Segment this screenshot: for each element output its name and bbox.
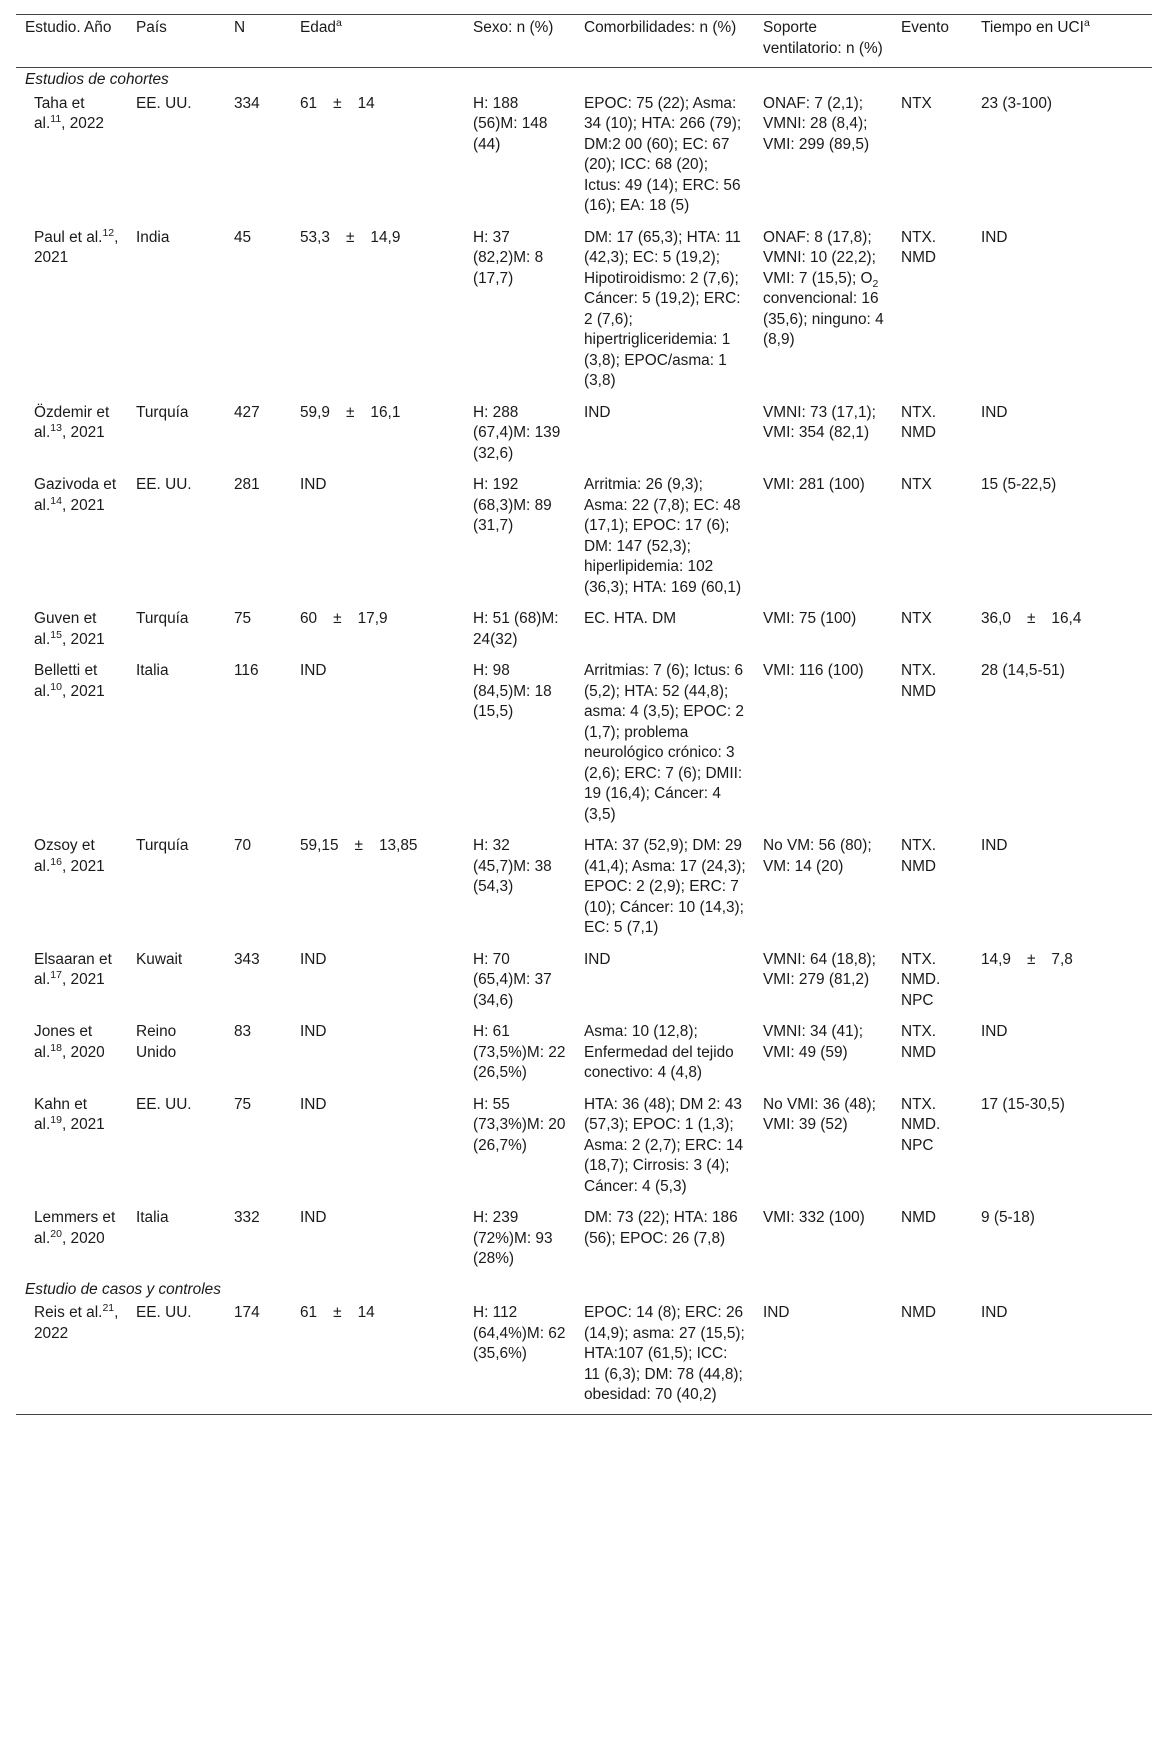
header-study: Estudio. Año [25, 19, 112, 36]
country-cell: Kuwait [136, 950, 183, 968]
age-cell: IND [300, 662, 327, 679]
sex-cell: H: 70 (65,4)M: 37 (34,6) [473, 950, 552, 1009]
country-cell: India [136, 228, 170, 246]
header-country: País [136, 19, 167, 36]
study-cell: Elsaaran et al.$^{17}$, 2021 [34, 950, 112, 988]
table-row [16, 606, 1152, 658]
ventilatory-cell: VMI: 75 (100) [763, 610, 857, 627]
header-n: N [234, 19, 246, 36]
case-control-group [16, 1278, 1152, 1415]
study-cell: Reis et al.$^{21}$, 2022 [34, 1302, 119, 1342]
table-row [16, 1019, 1152, 1092]
study-cell: Lemmers et al.$^{20}$, 2020 [34, 1209, 116, 1247]
event-cell: NTX. NMD [901, 1023, 937, 1061]
event-cell: NMD [901, 1209, 937, 1226]
sex-cell: H: 51 (68)M: 24(32) [473, 610, 559, 648]
sex-cell: H: 239 (72%)M: 93 (28%) [473, 1209, 553, 1267]
icu-time-cell: IND [981, 403, 1008, 421]
n-cell: 174 [234, 1304, 260, 1321]
age-cell: 59,15 ± 13,85 [300, 837, 418, 854]
ventilatory-cell: No VM: 56 (80); VM: 14 (20) [763, 837, 872, 875]
comorbidities-cell: HTA: 36 (48); DM 2: 43 (57,3); EPOC: 1 (1,3); Asma: 2 (2,7); ERC: 14 (18,7); Cirrosis: 3 (4); Cáncer: 4 (5,3) [584, 1095, 744, 1195]
table-header [16, 15, 1152, 68]
table-row [16, 472, 1152, 606]
ventilatory-cell: No VMI: 36 (48); VMI: 39 (52) [763, 1095, 876, 1133]
comorbidities-cell: EC. HTA. DM [584, 610, 677, 627]
comorbidities-cell: Arritmias: 7 (6); Ictus: 6 (5,2); HTA: 52 (44,8); asma: 4 (3,5); EPOC: 2 (1,7); problema neurológico crónico: 3 (2,6); ERC: 7 (6); DMII: 19 (16,4); Cáncer: 4 (3,5) [584, 662, 744, 823]
ventilatory-cell: VMI: 332 (100) [763, 1209, 865, 1226]
age-cell: 61 ± 14 [300, 1304, 375, 1321]
country-cell: Turquía [136, 837, 189, 854]
age-cell: IND [300, 950, 327, 968]
table-row [16, 658, 1152, 833]
section-label-cohort: Estudios de cohortes [25, 71, 169, 88]
table-row [16, 1092, 1152, 1206]
event-cell: NTX. NMD [901, 403, 937, 441]
study-cell: Özdemir et al.$^{13}$, 2021 [34, 403, 110, 441]
icu-time-cell: 36,0 ± 16,4 [981, 610, 1082, 627]
n-cell: 343 [234, 950, 260, 968]
event-cell: NTX. NMD [901, 662, 937, 700]
sex-cell: H: 55 (73,3%)M: 20 (26,7%) [473, 1095, 566, 1154]
study-cell: Ozsoy et al.$^{16}$, 2021 [34, 837, 105, 875]
event-cell: NMD [901, 1304, 937, 1321]
age-cell: IND [300, 1095, 327, 1113]
n-cell: 45 [234, 228, 252, 246]
n-cell: 116 [234, 662, 259, 679]
country-cell: Italia [136, 1209, 169, 1226]
table-row [16, 1205, 1152, 1278]
icu-time-cell: IND [981, 228, 1008, 246]
sex-cell: H: 192 (68,3)M: 89 (31,7) [473, 476, 552, 534]
header-icu-time: Tiempo en UCI$^a$ [981, 17, 1090, 36]
section-label-case-control: Estudio de casos y controles [25, 1280, 221, 1298]
event-cell: NTX. NMD. NPC [901, 1095, 941, 1154]
event-cell: NTX [901, 94, 932, 112]
study-cell: Paul et al.$^{12}$, 2021 [34, 226, 119, 266]
icu-time-cell: IND [981, 837, 1008, 854]
country-cell: EE. UU. [136, 1304, 192, 1321]
icu-time-cell: 15 (5-22,5) [981, 476, 1057, 493]
header-sex: Sexo: n (%) [473, 19, 554, 36]
study-cell: Jones et al.$^{18}$, 2020 [34, 1023, 105, 1061]
study-cell: Guven et al.$^{15}$, 2021 [34, 610, 105, 648]
table-row [16, 1300, 1152, 1414]
icu-time-cell: IND [981, 1304, 1008, 1321]
ventilatory-cell: VMNI: 34 (41); VMI: 49 (59) [763, 1023, 864, 1061]
country-cell: Reino Unido [136, 1023, 177, 1061]
study-cell: Kahn et al.$^{19}$, 2021 [34, 1095, 105, 1133]
comorbidities-cell: IND [584, 403, 611, 421]
sex-cell: H: 32 (45,7)M: 38 (54,3) [473, 837, 552, 895]
sex-cell: H: 98 (84,5)M: 18 (15,5) [473, 662, 552, 720]
country-cell: Italia [136, 662, 169, 679]
country-cell: EE. UU. [136, 476, 192, 493]
age-cell: 61 ± 14 [300, 94, 375, 112]
comorbidities-cell: HTA: 37 (52,9); DM: 29 (41,4); Asma: 17 (24,3); EPOC: 2 (2,9); ERC: 7 (10); Cáncer: 10 (14,3); EC: 5 (7,1) [584, 837, 746, 936]
age-cell: IND [300, 1023, 327, 1040]
comorbidities-cell: DM: 73 (22); HTA: 186 (56); EPOC: 26 (7,8) [584, 1209, 738, 1247]
comorbidities-cell: IND [584, 950, 611, 968]
icu-time-cell: IND [981, 1023, 1008, 1040]
sex-cell: H: 188 (56)M: 148 (44) [473, 94, 548, 153]
age-cell: 60 ± 17,9 [300, 610, 388, 627]
table-row [16, 947, 1152, 1020]
ventilatory-cell: VMNI: 64 (18,8); VMI: 279 (81,2) [763, 950, 876, 988]
ventilatory-cell: VMI: 281 (100) [763, 476, 865, 493]
n-cell: 83 [234, 1023, 252, 1040]
comorbidities-cell: Asma: 10 (12,8); Enfermedad del tejido conectivo: 4 (4,8) [584, 1023, 734, 1081]
comorbidities-cell: EPOC: 14 (8); ERC: 26 (14,9); asma: 27 (15,5); HTA:107 (61,5); ICC: 11 (6,3); DM: 78 (44,8); obesidad: 70 (40,2) [584, 1304, 745, 1403]
table-row [16, 400, 1152, 473]
country-cell: Turquía [136, 403, 189, 421]
ventilatory-cell: ONAF: 8 (17,8); VMNI: 10 (22,2); VMI: 7 (15,5); $O_2$ convencional: 16 (35,6); ninguno: 4 (8,9) [763, 228, 884, 348]
ventilatory-cell: VMI: 116 (100) [763, 662, 864, 679]
age-cell: 59,9 ± 16,1 [300, 403, 401, 421]
n-cell: 427 [234, 403, 260, 421]
sex-cell: H: 37 (82,2)M: 8 (17,7) [473, 228, 544, 287]
icu-time-cell: 9 (5-18) [981, 1209, 1035, 1226]
comorbidities-cell: DM: 17 (65,3); HTA: 11 (42,3); EC: 5 (19,2); Hipotiroidismo: 2 (7,6); Cáncer: 5 (19,2); ERC: 2 (7,6); hipertrigliceridemia: 1 (3,8); EPOC/asma: 1 (3,8) [584, 228, 741, 389]
header-comorbidities: Comorbilidades: n (%) [584, 19, 737, 36]
icu-time-cell: 17 (15-30,5) [981, 1095, 1065, 1113]
comorbidities-cell: EPOC: 75 (22); Asma: 34 (10); HTA: 266 (79); DM:2 00 (60); EC: 67 (20); ICC: 68 (20); Ictus: 49 (14); ERC: 56 (16); EA: 18 (5) [584, 94, 742, 214]
country-cell: Turquía [136, 610, 189, 627]
cohort-group [16, 68, 1152, 1278]
table-row [16, 225, 1152, 400]
ventilatory-cell: VMNI: 73 (17,1); VMI: 354 (82,1) [763, 403, 876, 441]
n-cell: 332 [234, 1209, 260, 1226]
country-cell: EE. UU. [136, 1095, 192, 1113]
n-cell: 75 [234, 610, 252, 627]
n-cell: 334 [234, 94, 260, 112]
n-cell: 281 [234, 476, 260, 493]
header-event: Evento [901, 19, 949, 36]
comorbidities-cell: Arritmia: 26 (9,3); Asma: 22 (7,8); EC: 48 (17,1); EPOC: 17 (6); DM: 147 (52,3); hiperlipidemia: 102 (36,3); HTA: 169 (60,1) [584, 476, 742, 596]
event-cell: NTX [901, 610, 932, 627]
icu-time-cell: 23 (3-100) [981, 94, 1053, 112]
table-row [16, 91, 1152, 225]
icu-time-cell: 28 (14,5-51) [981, 662, 1065, 679]
ventilatory-cell: ONAF: 7 (2,1); VMNI: 28 (8,4); VMI: 299 (89,5) [763, 94, 870, 153]
event-cell: NTX. NMD [901, 837, 937, 875]
age-cell: IND [300, 1209, 327, 1226]
event-cell: NTX [901, 476, 932, 493]
age-cell: 53,3 ± 14,9 [300, 228, 401, 246]
studies-table [16, 14, 1152, 1415]
ventilatory-cell: IND [763, 1304, 790, 1321]
country-cell: EE. UU. [136, 94, 192, 112]
icu-time-cell: 14,9 ± 7,8 [981, 950, 1073, 968]
table-row [16, 833, 1152, 947]
event-cell: NTX. NMD. NPC [901, 950, 941, 1009]
n-cell: 70 [234, 837, 252, 854]
study-cell: Gazivoda et al.$^{14}$, 2021 [34, 476, 117, 514]
study-cell: Belletti et al.$^{10}$, 2021 [34, 662, 105, 700]
header-age: Edad$^a$ [300, 17, 342, 36]
sex-cell: H: 61 (73,5%)M: 22 (26,5%) [473, 1023, 566, 1081]
n-cell: 75 [234, 1095, 252, 1113]
study-cell: Taha et al.$^{11}$, 2022 [34, 94, 104, 132]
event-cell: NTX. NMD [901, 228, 937, 266]
header-ventilatory-support: Soporte ventilatorio: n (%) [763, 19, 883, 57]
sex-cell: H: 112 (64,4%)M: 62 (35,6%) [473, 1304, 566, 1362]
sex-cell: H: 288 (67,4)M: 139 (32,6) [473, 403, 561, 462]
age-cell: IND [300, 476, 327, 493]
